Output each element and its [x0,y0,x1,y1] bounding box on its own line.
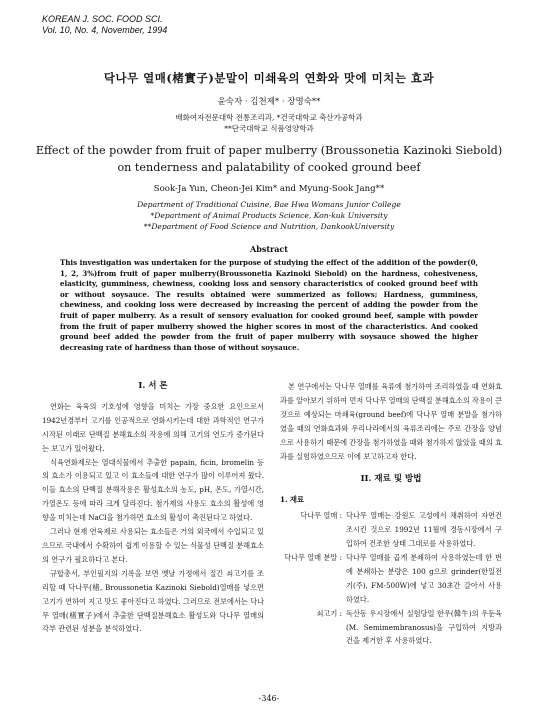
material-item [280,607,502,649]
intro-paragraph: 그러나 현재 연육제로 사용되는 효소들은 거의 외국에서 수입되고 있으므로 국내에서 수확하여 쉽게 이용할 수 있는 식물성 단백질 분해효소의 연구가 필요하다고 본다. [42,527,264,564]
material-item [280,551,502,607]
affiliation-en-1: Department of Traditional Cuisine, Bae Hwa Womans Junior College [137,200,401,209]
intro-paragraph-cont: 본 연구에서는 닥나무 열매를 육류에 첨가하여 조리하였을 때 연화효과를 알아보기 위하여 먼저 닥나무 열매의 단백질 분해효소의 작용이 큰 것으로 예상되는 마쇄육(ground beef)에 닥나무 열매 분말을 첨가하였을 때의 연화효과와 우리나라에서의 육류조리에는 주로 간장을 양념으로 사용하기 때문에 간장을 첨가하였을 때와 첨가하지 않았을 때의 효과를 실험하였으므로 이에 보고하고자 한다. [280,382,502,461]
affiliations-english [0,199,538,232]
affiliations-korean [0,112,538,134]
abstract-text: This investigation was undertaken for the purpose of studying the effect of the addition of the powder(0, 1, 2, 3%)from fruit of paper mulberry(Broussonetia Kazinoki Siebold) on the hardness, cohesiveness, elasticity, gumminess, chewiness, cooking loss and sensory characteristics of cooked ground beef with or without soysauce. The results obtained were summerized as follows; Hardness, gumminess, chewiness, and cooking loss were decreased by increasing the percent of adding the powder from the fruit of paper mulberry. As a result of sensory evaluation for cooked ground beef, sample with powder from the fruit of paper mulberry showed the higher scores in most of the characteristics. And cooked ground beef added the powder from the fruit of paper mulberry with soysauce showed the higher decreasing rate of hardness than those of without soysauce. [60,258,478,352]
right-column [280,380,502,648]
page-number: -346- [258,694,280,703]
section-heading-methods: II. 재료 및 방법 [360,474,422,485]
authors-english: Sook-Ja Yun, Cheon-Jei Kim* and Myung-Sook Jang** [153,184,385,194]
affiliation-en-2: *Department of Animal Products Science, Kon-kuk University [150,211,388,220]
journal-header [42,14,167,36]
journal-name: KOREAN J. SOC. FOOD SCI. [42,14,163,24]
material-text: 닥나무 열매는 강원도 고성에서 채취하여 자연건조시킨 것으로 1992년 11월에 경동시장에서 구입하여 건조한 상태 그대로를 사용하였다. [346,511,502,549]
material-text: 닥나무 열매를 곱게 분쇄하여 사용하였는데 한 번에 분쇄하는 분량은 100 g으로 grinder(한일전기(주), FM-500W)에 넣고 30초간 갈아서 사용하였다. [346,552,502,604]
material-label: 닥나무 열매 분말 : [284,552,342,562]
authors-korean: 윤숙자 · 김천제* · 장명숙** [217,97,321,107]
section-heading-intro: I. 서 론 [138,381,168,391]
left-column [42,380,264,636]
journal-volume: Vol. 10, No. 4, November, 1994 [42,25,168,35]
material-text: 독산동 우시장에서 실험당일 한우(韓牛)의 우둔육(M. Semimembranosus)을 구입하여 지방과 건을 제거한 후 사용하였다. [346,608,502,646]
intro-paragraph: 연화는 육육의 기호성에 영향을 미치는 가장 중요한 요인으로서 1942년경부터 고기를 인공적으로 연화시키는데 대한 과학적인 연구가 시작된 이래로 단백질 분해효소의 작용에 의해 고기의 연도가 증가된다는 보고가 있어왔다. [42,401,264,453]
affiliation-ko-1: 배화여자전문대학 전통조리과, *건국대학교 축산가공학과 [175,113,363,122]
intro-paragraph: 규합총서, 부인필지의 기록을 보면 옛날 가정에서 질긴 쇠고기를 조리할 때 닥나무(楮, Broussonetia Kazinoki Siebold)열매를 넣으면 고기가 연하여 지고 맛도 좋아진다고 하였다. 그러므로 전보에서는 닥나무 열매(楮實子)에서 추출한 단백질분해효소 활성도와 닥나무 열매의 각부 관련된 성분을 분석하였다. [42,568,264,634]
abstract-title: Abstract [250,244,288,254]
material-label: 닥나무 열매 : [300,511,342,521]
subsection-heading-materials: 1. 재료 [280,495,304,505]
material-label: 쇠고기 : [316,608,342,618]
affiliation-ko-2: **단국대학교 식품영양학과 [224,124,314,133]
title-english: Effect of the powder from fruit of paper mulberry (Broussonetia Kazinoki Siebold) on tenderness and palatability of cooked ground beef [35,144,503,174]
affiliation-en-3: **Department of Food Science and Nutrition, DankookUniversity [143,222,395,231]
material-item [280,509,502,551]
intro-paragraph: 식육연화제로는 열대식물에서 추출한 papain, ficin, bromelin 등의 효소가 이용되고 있고 이 효소들에 대한 연구가 많이 이루어져 왔다. 이들 효소의 단백질 분해작용은 활성효소의 농도, pH, 온도, 가열시간, 가열온도 등에 따라 크게 달라진다. 첨가제의 사용도 효소의 활성에 영향을 미치는데 NaCl을 첨가하면 효소의 활성이 촉진된다고 하였다. [42,457,264,523]
title-korean: 닥나무 열매(楮實子)분말이 미쇄육의 연화와 맛에 미치는 효과 [103,71,435,85]
